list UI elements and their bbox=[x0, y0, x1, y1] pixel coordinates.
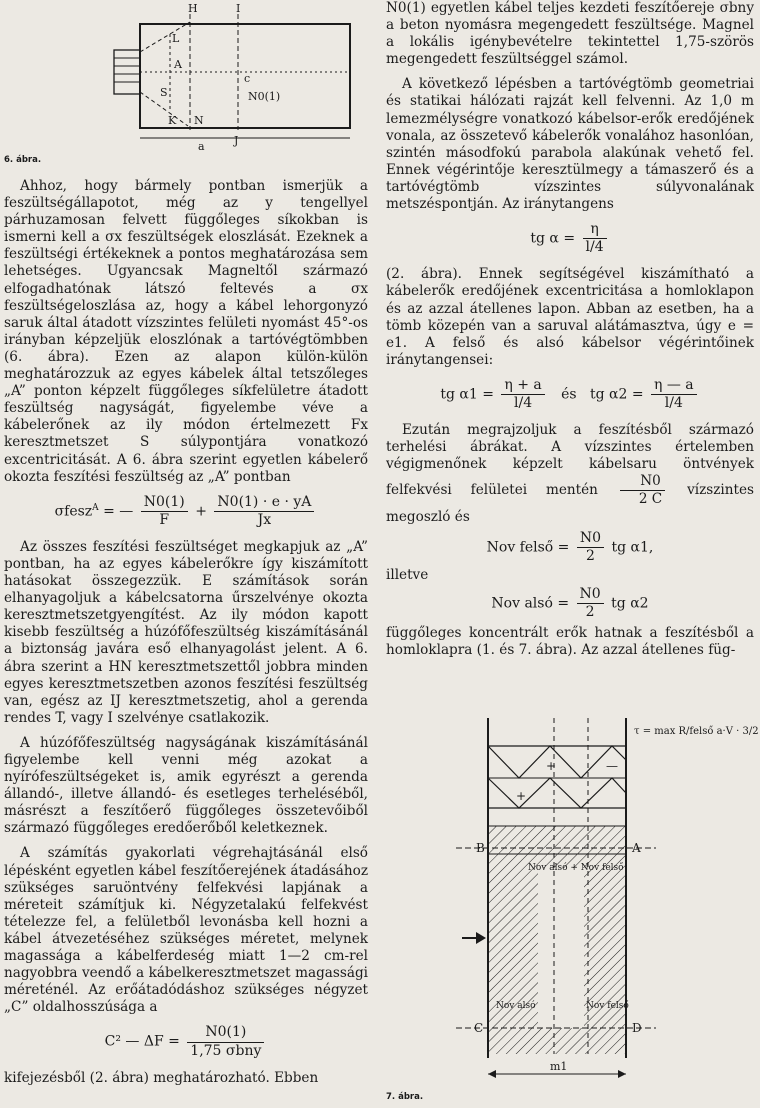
eq4-num-1: η + a bbox=[501, 377, 544, 395]
eq6-lhs: Nov felső = bbox=[486, 539, 570, 556]
fig6-label-h: H bbox=[188, 2, 198, 15]
fig7-nov-sum: Nov alsó + Nov felső bbox=[528, 863, 624, 873]
fig6-label-k: K bbox=[168, 114, 177, 127]
eq3-den: l/4 bbox=[585, 239, 604, 256]
fig6-label-j: J bbox=[234, 134, 239, 147]
fig7-label-c: C bbox=[474, 1021, 484, 1035]
eq5-num: N0 bbox=[620, 473, 665, 491]
eq4-and: és bbox=[561, 386, 577, 403]
eq5-frac bbox=[620, 473, 665, 508]
fig7-label-a: A bbox=[632, 841, 641, 855]
eq1-num-1: N0(1) bbox=[141, 494, 188, 512]
right-paragraph-2: A következő lépésben a tartóvégtömb geometriai és statikai hálózati rajzát kell felvenni. Az 1,0 m lemezmélységre vonatkozó kábelsor-erők eredőjének vonala, az összetevő kábelerők vonalához hasonlóan, szintén másodfokú parabola alakúnak vehető fel. Ennek végérintője keresztülmegy a támaszerő és a tartóvégtömb vízszintes súlyvonalának metszéspontján. Az iránytangens bbox=[386, 76, 754, 213]
equation-tg-alpha bbox=[386, 221, 754, 256]
fig6-label-n: N bbox=[194, 114, 204, 127]
equation-nov-also bbox=[386, 586, 754, 621]
eq7-frac bbox=[577, 586, 604, 621]
equation-sigma-fesz: σfesz$^A$ = — $\frac{N0(1)}{F}$ + $\frac{N0(1) \cdot e \cdot yA}{Jx}$ bbox=[4, 494, 368, 529]
eq4-frac-2 bbox=[651, 377, 697, 412]
right-column bbox=[386, 0, 754, 667]
figure-7-diagram bbox=[436, 708, 759, 1088]
eq6-num: N0 bbox=[577, 530, 604, 548]
fig7-m1: m1 bbox=[550, 1060, 568, 1073]
eq1-den-1: F bbox=[159, 511, 170, 528]
eq7-num: N0 bbox=[577, 586, 604, 604]
eq4-lhs-2: tg α2 = bbox=[589, 386, 644, 403]
eq7-lhs: Nov alsó = bbox=[491, 595, 570, 612]
eq1-num-2: N0(1) · e · yA bbox=[214, 494, 314, 512]
left-paragraph-4: A számítás gyakorlati végrehajtásánál első lépésként egyetlen kábel feszítőerejének átadásához szükséges saruöntvény felfekvési lapjának a méreteit számítjuk ki. Négyzetalakú felfekvést tételezze fel, a felületből levonásba kell hozni a kábel átvezetéséhez szükséges méretet, melynek magassága a kábelferdeség miatt 1—2 cm-rel nagyobbra veendő a kábelkeresztmetszet magassági méreténél. Az erőátadódáshoz szükséges négyzet „C” oldalhosszúsága a bbox=[4, 845, 368, 1016]
fig6-label-a-dim: a bbox=[198, 140, 205, 153]
eq2-frac bbox=[187, 1024, 264, 1059]
figure-6-caption: 6. ábra. bbox=[4, 155, 42, 165]
fig7-label-b: B bbox=[476, 841, 485, 855]
eq3-frac bbox=[583, 221, 607, 256]
fig6-label-s: S bbox=[160, 86, 168, 99]
illetve-word: illetve bbox=[386, 566, 429, 583]
left-paragraph-2: Az összes feszítési feszültséget megkapjuk az „A” pontban, ha az egyes kábelerőkre így kiszámított hatásokat összegezzük. E számítások során elhanyagoljuk a kábelcsatorna űrszelvénye okozta keresztmetszetgyengítést. Az ily módon kapott kisebb feszültség a húzófőfeszültség kiszámításánál a biztonság javára eső elhanyagolást jelent. A 6. ábra szerint a HN keresztmetszettől jobbra minden egyes keresztmetszetben azonos feszítési feszültség van, egész az IJ keresztmetszetig, ahol a gerenda rendes T, vagy I szelvénye csatlakozik. bbox=[4, 538, 368, 726]
right-paragraph-4-text: Ezután megrajzoljuk a feszítésből származó terhelési ábrákat. A vízszintes értelemben végigmenőnek képzelt kábelsaru öntvények felfekvési felületei mentén bbox=[386, 422, 754, 499]
eq6-frac bbox=[577, 530, 604, 565]
eq4-den-1: l/4 bbox=[514, 394, 533, 411]
fig7-nov-also: Nov alsó bbox=[496, 1001, 536, 1011]
eq3-lhs: tg α = bbox=[530, 230, 576, 247]
left-paragraph-3: A húzófőfeszültség nagyságának kiszámításánál figyelembe kell venni még azokat a nyírófeszültségeket is, amik egyrészt a gerenda állandó-, illetve állandó- és esetleges terheléséből, másrészt a feszítőerő függőleges összetevőiből származó függőleges eredőerőből keletkeznek. bbox=[4, 734, 368, 837]
fig7-label-d: D bbox=[632, 1021, 642, 1035]
eq4-den-2: l/4 bbox=[664, 394, 683, 411]
fig7-plus-2: + bbox=[516, 789, 527, 803]
eq2-den: 1,75 σbny bbox=[190, 1042, 262, 1059]
eq6-den: 2 bbox=[586, 547, 595, 564]
figure-7 bbox=[386, 708, 759, 1108]
eq1-frac-1 bbox=[141, 494, 188, 529]
eq4-lhs-1: tg α1 = bbox=[440, 386, 494, 403]
eq4-num-2: η — a bbox=[651, 377, 697, 395]
eq1-den-2: Jx bbox=[257, 511, 272, 528]
figure-7-caption: 7. ábra. bbox=[386, 1092, 424, 1102]
eq6-rhs: tg α1, bbox=[611, 539, 654, 556]
eq7-den: 2 bbox=[585, 604, 595, 620]
fig6-label-i: I bbox=[236, 2, 241, 15]
fig7-plus-1: + bbox=[546, 759, 557, 773]
right-paragraph-4 bbox=[386, 422, 754, 526]
right-paragraph-3: (2. ábra). Ennek segítségével kiszámítható a kábelerők eredőjének excentricitása a homloklapon és az azzal átellenes lapon. Abban az esetben, ha a tömb közepén van a saruval alátámasztva, úgy e = e1. A felső és alsó kábelsor végérintőinek iránytangensei: bbox=[386, 266, 754, 368]
fig7-minus: — bbox=[606, 759, 618, 773]
equation-nov-felso bbox=[386, 530, 754, 565]
eq1-lhs: σfesz bbox=[54, 503, 93, 520]
fig7-tau-label: τ = max R/felső a·V · 3/2 bbox=[634, 726, 759, 737]
right-paragraph-1: N0(1) egyetlen kábel teljes kezdeti feszítőereje σbny a beton nyomásra megengedett feszültsége. Magnel a lokális igénybevételre tekintettel 1,75-szörös megengedett feszültséggel számol. bbox=[386, 0, 754, 68]
left-column bbox=[4, 0, 368, 1095]
fig6-label-a: A bbox=[174, 58, 182, 71]
equation-tg-alpha-12 bbox=[386, 377, 754, 412]
fig6-label-l: L bbox=[172, 32, 180, 45]
eq5-den: 2 C bbox=[638, 491, 663, 508]
fig6-label-c: c bbox=[244, 72, 251, 85]
eq1-sup: A bbox=[92, 502, 99, 513]
equation-c-square bbox=[4, 1024, 368, 1059]
fig7-nov-felso: Nov felső bbox=[586, 1001, 629, 1011]
eq3-num: η bbox=[583, 221, 607, 239]
figure-6-diagram bbox=[108, 0, 378, 158]
left-paragraph-1: Ahhoz, hogy bármely pontban ismerjük a feszültségállapotot, még az y tengellyel párhuzamosan felvett függőleges síkokban is ismerni kell a σx feszültségek eloszlását. Ezeknek a feszültségi értékeknek a pontos meghatározása sem lehetséges. Ugyancsak Magneltől származó elfogadhatónak látszó feltevés a σx feszültségeloszlása az, hogy a kábel lehorgonyzó saruk által átadott vízszintes felületi nyomást 45°-os irányban képzeljük eloszlónak a tartóvégtömbben (6. ábra). Ezen az alapon külön-külön meghatározzuk az egyes kábelek által tetszőleges „A” ponton képzelt függőleges síkfelületre átadott feszültség nagyságát, figyelembe véve a kábelerőnek az ily módon értelmezett Fx keresztmetszet S súlypontjára vonatkozó excentricitását. A 6. ábra szerint egyetlen kábelerő okozta feszítési feszültség az „A” pontban bbox=[4, 178, 368, 485]
left-paragraph-5: kifejezésből (2. ábra) meghatározható. Ebben bbox=[4, 1069, 319, 1086]
eq7-rhs: tg α2 bbox=[611, 595, 649, 612]
right-paragraph-5: függőleges koncentrált erők hatnak a feszítésből a homloklapra (1. és 7. ábra). Az azzal átellenes füg- bbox=[386, 625, 754, 659]
figure-6 bbox=[4, 0, 368, 178]
eq1-frac-2 bbox=[214, 494, 314, 529]
eq2-lhs: C² — ΔF = bbox=[104, 1034, 180, 1050]
eq4-frac-1 bbox=[501, 377, 544, 412]
fig6-label-n0: N0(1) bbox=[248, 90, 281, 103]
eq2-num: N0(1) bbox=[187, 1024, 264, 1042]
right-paragraph-4-tail: vízszintes megoszló és bbox=[386, 482, 755, 525]
